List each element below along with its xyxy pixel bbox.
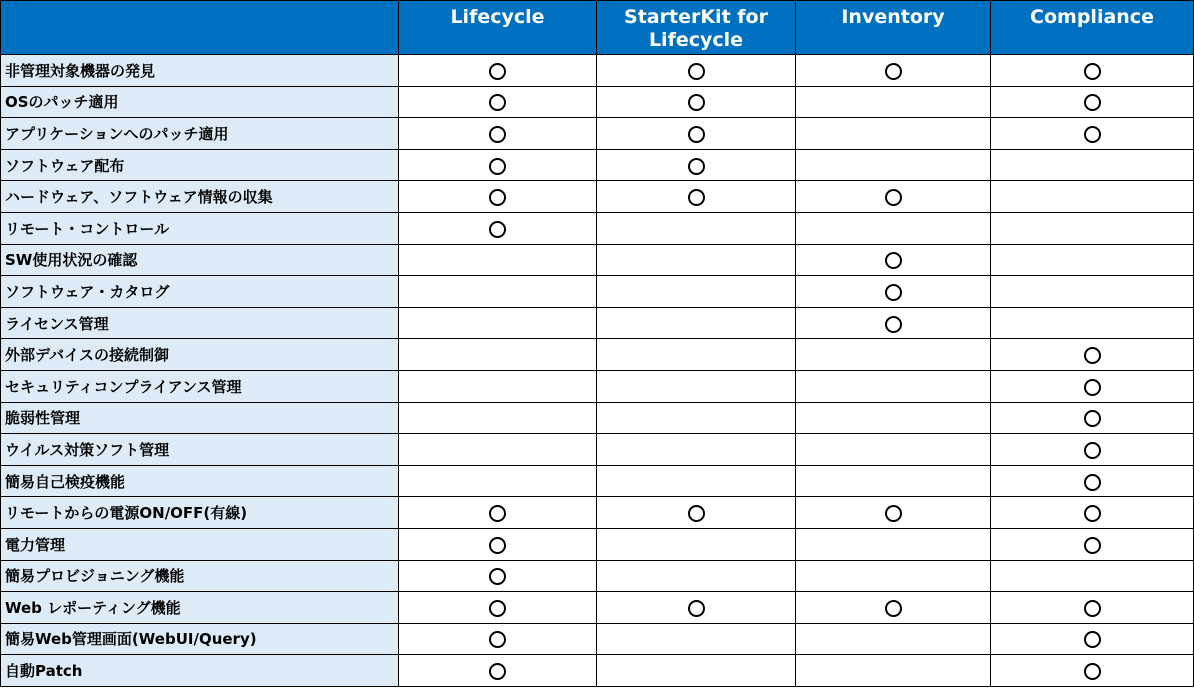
feature-label: 脆弱性管理 (1, 402, 399, 434)
support-cell (399, 276, 597, 308)
table-row (1, 86, 1194, 118)
support-cell (399, 370, 597, 402)
support-cell (597, 592, 796, 624)
circle-mark-icon (1084, 94, 1101, 111)
support-cell (796, 497, 991, 529)
support-cell (597, 86, 796, 118)
support-cell (597, 339, 796, 371)
circle-mark-icon (489, 189, 506, 206)
support-cell (991, 528, 1194, 560)
circle-mark-icon (1084, 537, 1101, 554)
circle-mark-icon (885, 316, 902, 333)
support-cell (991, 86, 1194, 118)
circle-mark-icon (489, 94, 506, 111)
support-cell (796, 528, 991, 560)
support-cell (597, 307, 796, 339)
support-cell (796, 560, 991, 592)
support-cell (399, 497, 597, 529)
support-cell (991, 370, 1194, 402)
support-cell (597, 434, 796, 466)
circle-mark-icon (688, 189, 705, 206)
support-cell (597, 465, 796, 497)
circle-mark-icon (1084, 126, 1101, 143)
table-row (1, 465, 1194, 497)
feature-label: ハードウェア、ソフトウェア情報の収集 (1, 181, 399, 213)
circle-mark-icon (489, 126, 506, 143)
support-cell (991, 592, 1194, 624)
table-row (1, 149, 1194, 181)
table-row (1, 560, 1194, 592)
support-cell (399, 55, 597, 87)
support-cell (796, 181, 991, 213)
table-row (1, 181, 1194, 213)
table-row (1, 528, 1194, 560)
support-cell (597, 402, 796, 434)
support-cell (399, 244, 597, 276)
circle-mark-icon (688, 126, 705, 143)
table-row (1, 244, 1194, 276)
support-cell (991, 402, 1194, 434)
circle-mark-icon (688, 600, 705, 617)
circle-mark-icon (688, 505, 705, 522)
circle-mark-icon (1084, 663, 1101, 680)
feature-label: ソフトウェア配布 (1, 149, 399, 181)
header-inventory: Inventory (796, 1, 991, 55)
support-cell (796, 623, 991, 655)
circle-mark-icon (489, 221, 506, 238)
circle-mark-icon (1084, 442, 1101, 459)
circle-mark-icon (688, 158, 705, 175)
circle-mark-icon (489, 600, 506, 617)
circle-mark-icon (885, 189, 902, 206)
table-row (1, 212, 1194, 244)
support-cell (796, 465, 991, 497)
circle-mark-icon (1084, 347, 1101, 364)
header-compliance: Compliance (991, 1, 1194, 55)
header-corner (1, 1, 399, 55)
support-cell (991, 339, 1194, 371)
support-cell (597, 276, 796, 308)
support-cell (796, 307, 991, 339)
table-row (1, 118, 1194, 150)
feature-label: アプリケーションへのパッチ適用 (1, 118, 399, 150)
support-cell (399, 339, 597, 371)
support-cell (991, 276, 1194, 308)
circle-mark-icon (885, 505, 902, 522)
circle-mark-icon (1084, 379, 1101, 396)
feature-label: ウイルス対策ソフト管理 (1, 434, 399, 466)
support-cell (991, 307, 1194, 339)
circle-mark-icon (489, 568, 506, 585)
feature-label: 電力管理 (1, 528, 399, 560)
support-cell (399, 212, 597, 244)
circle-mark-icon (688, 63, 705, 80)
circle-mark-icon (489, 663, 506, 680)
support-cell (991, 55, 1194, 87)
table-row (1, 307, 1194, 339)
circle-mark-icon (688, 94, 705, 111)
support-cell (597, 497, 796, 529)
feature-label: Web レポーティング機能 (1, 592, 399, 624)
support-cell (796, 655, 991, 687)
support-cell (399, 560, 597, 592)
feature-label: OSのパッチ適用 (1, 86, 399, 118)
support-cell (991, 465, 1194, 497)
support-cell (991, 434, 1194, 466)
support-cell (597, 244, 796, 276)
support-cell (597, 370, 796, 402)
support-cell (796, 434, 991, 466)
circle-mark-icon (885, 284, 902, 301)
support-cell (991, 118, 1194, 150)
support-cell (991, 149, 1194, 181)
support-cell (399, 402, 597, 434)
support-cell (597, 623, 796, 655)
support-cell (991, 244, 1194, 276)
support-cell (399, 181, 597, 213)
support-cell (399, 592, 597, 624)
support-cell (597, 118, 796, 150)
feature-label: ライセンス管理 (1, 307, 399, 339)
table-row (1, 592, 1194, 624)
feature-label: 簡易プロビジョニング機能 (1, 560, 399, 592)
support-cell (796, 118, 991, 150)
support-cell (991, 655, 1194, 687)
feature-label: 簡易Web管理画面(WebUI/Query) (1, 623, 399, 655)
circle-mark-icon (489, 158, 506, 175)
table-body (1, 55, 1194, 687)
support-cell (399, 655, 597, 687)
support-cell (796, 55, 991, 87)
support-cell (399, 465, 597, 497)
circle-mark-icon (1084, 505, 1101, 522)
support-cell (796, 402, 991, 434)
table-row (1, 623, 1194, 655)
header-starterkit-for-lifecycle: StarterKit for Lifecycle (597, 1, 796, 55)
feature-label: リモートからの電源ON/OFF(有線) (1, 497, 399, 529)
support-cell (399, 118, 597, 150)
circle-mark-icon (1084, 600, 1101, 617)
circle-mark-icon (489, 63, 506, 80)
support-cell (991, 212, 1194, 244)
feature-label: 簡易自己検疫機能 (1, 465, 399, 497)
circle-mark-icon (489, 537, 506, 554)
circle-mark-icon (1084, 63, 1101, 80)
feature-label: ソフトウェア・カタログ (1, 276, 399, 308)
feature-label: 非管理対象機器の発見 (1, 55, 399, 87)
table-row (1, 402, 1194, 434)
support-cell (796, 244, 991, 276)
support-cell (597, 528, 796, 560)
circle-mark-icon (1084, 410, 1101, 427)
feature-label: 外部デバイスの接続制御 (1, 339, 399, 371)
circle-mark-icon (1084, 631, 1101, 648)
support-cell (597, 149, 796, 181)
support-cell (796, 149, 991, 181)
support-cell (597, 655, 796, 687)
feature-label: 自動Patch (1, 655, 399, 687)
support-cell (399, 528, 597, 560)
support-cell (991, 497, 1194, 529)
circle-mark-icon (885, 252, 902, 269)
support-cell (796, 276, 991, 308)
table-row (1, 55, 1194, 87)
support-cell (399, 86, 597, 118)
support-cell (796, 86, 991, 118)
support-cell (597, 181, 796, 213)
header-lifecycle: Lifecycle (399, 1, 597, 55)
support-cell (399, 149, 597, 181)
support-cell (597, 560, 796, 592)
header-row (1, 1, 1194, 55)
support-cell (796, 339, 991, 371)
circle-mark-icon (1084, 474, 1101, 491)
feature-label: セキュリティコンプライアンス管理 (1, 370, 399, 402)
circle-mark-icon (489, 505, 506, 522)
circle-mark-icon (885, 63, 902, 80)
support-cell (991, 181, 1194, 213)
support-cell (796, 370, 991, 402)
support-cell (399, 623, 597, 655)
feature-label: リモート・コントロール (1, 212, 399, 244)
support-cell (796, 212, 991, 244)
table-row (1, 434, 1194, 466)
table-row (1, 370, 1194, 402)
support-cell (991, 623, 1194, 655)
table-row (1, 497, 1194, 529)
support-cell (597, 55, 796, 87)
feature-label: SW使用状況の確認 (1, 244, 399, 276)
support-cell (597, 212, 796, 244)
circle-mark-icon (885, 600, 902, 617)
support-cell (399, 307, 597, 339)
table-row (1, 339, 1194, 371)
table-row (1, 655, 1194, 687)
support-cell (991, 560, 1194, 592)
support-cell (796, 592, 991, 624)
table-row (1, 276, 1194, 308)
support-cell (399, 434, 597, 466)
circle-mark-icon (489, 631, 506, 648)
